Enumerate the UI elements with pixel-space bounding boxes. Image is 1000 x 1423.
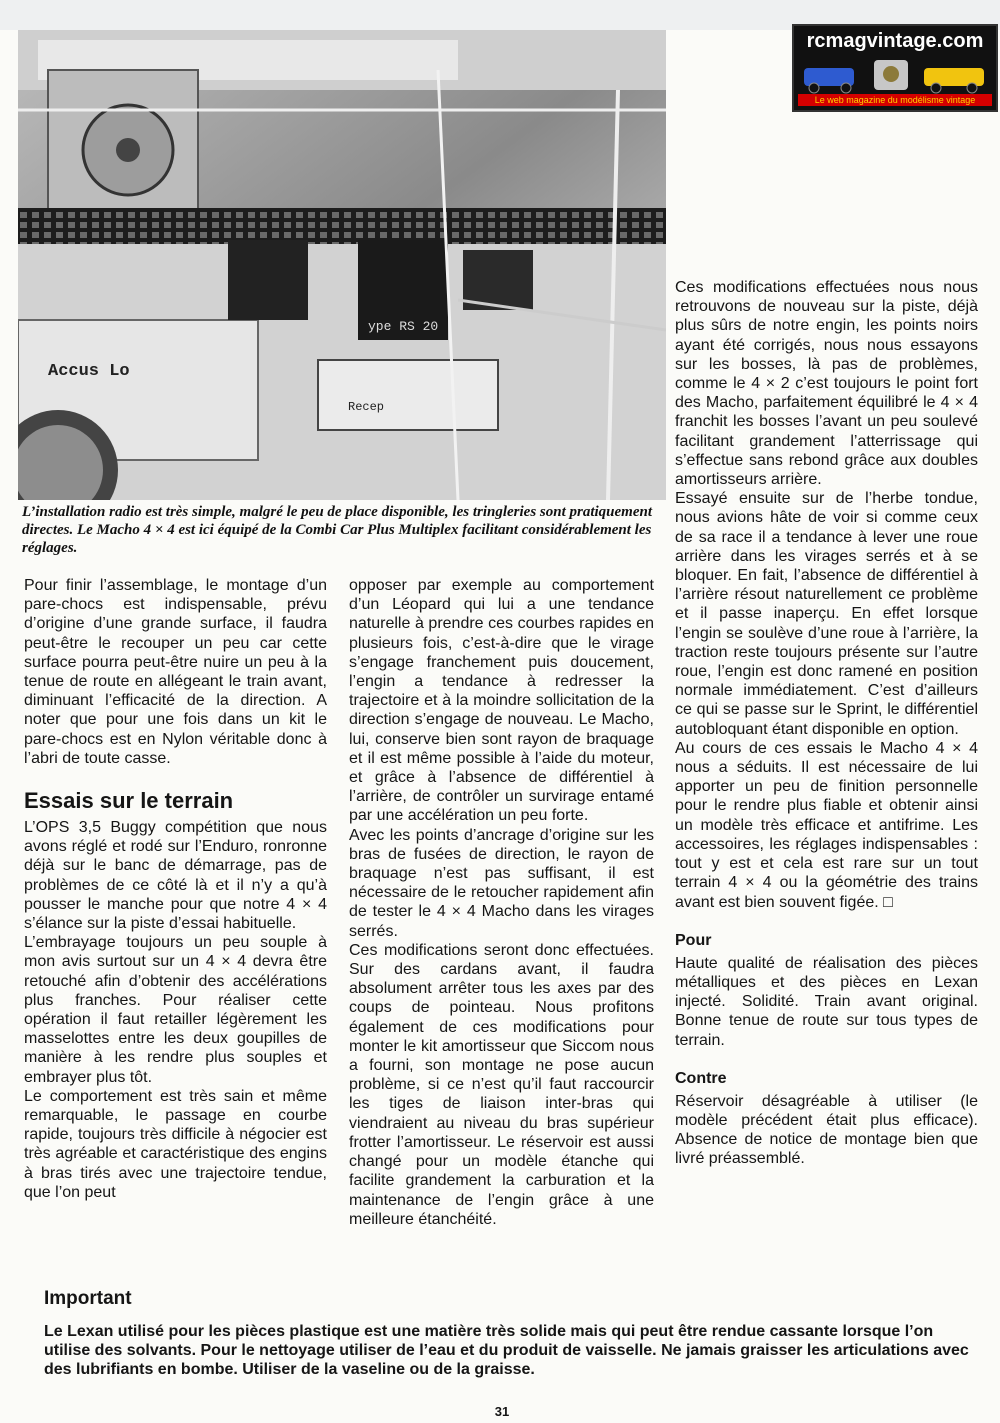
middle-column	[349, 576, 654, 1229]
left-column	[24, 576, 327, 1202]
accus-label: Accus Lo	[48, 362, 130, 381]
radio-installation-photo	[18, 30, 666, 500]
right-column	[675, 278, 978, 1169]
left-paragraph-1: L’OPS 3,5 Buggy compétition que nous avons réglé et rodé sur l’Enduro, ronronne déjà sur le banc de démarrage, pas de problèmes de ce côté là et il n’y a qu’à pousser le manche pour que notre 4 × 4 s’élance sur la piste d’essai habituelle.	[24, 819, 327, 933]
middle-paragraph-2: Avec les points d’ancrage d’origine sur les bras de fusées de direction, le rayon de braquage n’est pas suffisant, il est nécessaire de le retoucher rapidement afin de tester le 4 × 4 Macho dans les virages serrés.	[349, 826, 654, 940]
middle-paragraph-1: opposer par exemple au comportement d’un Léopard qui lui a une tendance naturelle à prendre ces courbes rapides en plusieurs fois, c’est-à-dire que le virage s’engage franchement puis doucement, l’engin a tendance à redresser la trajectoire et à la moindre sollicitation de la direction s’engage de nouveau. Le Macho, lui, conserve bien sont rayon de braquage et il est même possible à l’aide du moteur, et grâce à l’absence de différentiel à l’arrière, de contrôler un survirage entamé par une accélération un peu forte.	[349, 577, 654, 825]
receiver-label: Recep	[348, 400, 385, 414]
page-number: 31	[494, 1404, 510, 1419]
logo-cars-icon	[794, 54, 996, 94]
servo-label: ype RS 20	[368, 319, 439, 334]
contre-text: Réservoir désagréable à utiliser (le modèle précédent était plus efficace). Absence de notice de montage bien que livré préassemblé.	[675, 1092, 978, 1168]
rcmagvintage-logo[interactable]	[792, 24, 998, 112]
photo-caption: L’installation radio est très simple, malgré le peu de place disponible, les tringleries sont pratiquement directes. Le Macho 4 × 4 est ici équipé de la Combi Car Plus Multiplex facilitant considérablement les réglages.	[22, 504, 653, 556]
contre-heading: Contre	[675, 1069, 727, 1087]
section-heading-essais: Essais sur le terrain	[24, 788, 234, 814]
important-text: Le Lexan utilisé pour les pièces plastique est une matière très solide mais qui peut être rendue cassante lorsque l’on utilise des solvants. Pour le nettoyage utiliser de l’eau et du produit de vaisselle. Ne jamais graisser les articulations avec des lubrifiants en bombe. Utiliser de la vaseline ou de la graisse.	[44, 1323, 969, 1378]
right-paragraph-1: Ces modifications effectuées nous nous retrouvons de nouveau sur la piste, déjà plus sûrs de notre engin, les points noirs ayant été corrigés, nous nous essayons sur les bosses, là pas de problèmes, comme le 4 × 2 c’est toujours le point fort des Macho, parfaitement équilibré le 4 × 4 franchit les bosses l’avant un peu soulevé facilitant grandement l’atterrissage qui s’effectue sans rebond grâce aux doubles amortisseurs arrière.	[675, 279, 978, 489]
left-paragraph-3: Le comportement est très sain et même remarquable, le passage en courbe rapide, toujours très difficile à négocier est très agréable et caractéristique des engins à bras tirés avec une trajectoire tendue, que l’on peut	[24, 1087, 327, 1201]
middle-paragraph-3: Ces modifications seront donc effectuées. Sur des cardans avant, il faudra absolument arrêter tous les axes par des coups de pointeau. Nous profitons également de ces modifications pour monter le kit amortisseur que Siccom nous a fourni, son montage ne pose aucun problème, si ce n’est qu’il faut raccourcir les tiges de liaison inter-bras qui viendraient au niveau du bras supérieur frotter l’amortisseur. Le réservoir est aussi changé pour un modèle étanche qui facilite grandement la carburation et la maintenance de l’engin grâce à une meilleure étanchéité.	[349, 941, 654, 1228]
left-paragraph-2: L’embrayage toujours un peu souple à mon avis surtout sur un 4 × 4 devra être retouché afin d’obtenir des accélérations plus franches. Pour réaliser cette opération il faut retailler légèrement les masselottes entre les deux goupilles de manière à les rendre plus souples et embrayer plus tôt.	[24, 934, 327, 1086]
logo-tagline: Le web magazine du modélisme vintage	[798, 94, 992, 106]
left-intro: Pour finir l’assemblage, le montage d’un pare-chocs est indispensable, prévu d’origine d’une grande surface, il faudra peut-être le recouper un peu car cette surface pourra peut-être nuire un peu à la tenue de route en allégeant le train avant, diminuant l’efficacité de la direction. A noter que pour une fois dans un kit le pare-chocs est en Nylon véritable donc à l’abri de toute casse.	[24, 577, 327, 767]
right-paragraph-2: Essayé ensuite sur de l’herbe tondue, nous avions hâte de voir si comme ceux de sa race il a tendance à lever une roue arrière dans les virages serrés et à se bloquer. En fait, l’absence de différentiel à l’arrière résout naturellement ce problème et il passe inaperçu. En effet lorsque l’engin se soulève d’une roue à l’arrière, la traction reste toujours présente sur l’autre roue, l’engin est donc ramené en position normale immédiatement. C’est d’ailleurs ce qui se passe sur le Sprint, le différentiel autobloquant étant disponible en option.	[675, 490, 978, 738]
logo-title: rcmagvintage.com	[806, 30, 984, 52]
pour-heading: Pour	[675, 931, 712, 949]
right-paragraph-3: Au cours de ces essais le Macho 4 × 4 nous a séduits. Il est nécessaire de lui apporter un peu de finition personnelle pour le rendre plus fiable et obtenir ainsi un modèle très efficace et antifrime. Les accessoires, les réglages indispensables : tout y est et cela est rare sur un tout terrain 4 × 4 ou la géométrie des trains avant est bien souvent figée. □	[675, 739, 978, 911]
pour-text: Haute qualité de réalisation des pièces métalliques et des pièces en Lexan injecté. Solidité. Train avant original. Bonne tenue de route sur tous types de terrain.	[675, 954, 978, 1049]
important-heading: Important	[44, 1288, 132, 1309]
